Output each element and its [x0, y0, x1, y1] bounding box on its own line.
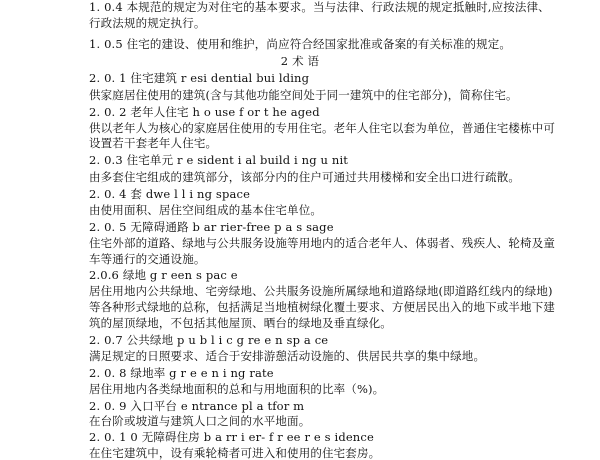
- term-heading: 2. 0. 4 套 dwe l l i ng space: [89, 187, 251, 201]
- text-line: 满足规定的日照要求、适合于安排游憩活动设施的、供居民共享的集中绿地。: [89, 349, 486, 363]
- text-line: 供以老年人为核心的家庭居住使用的专用住宅。老年人住宅以套为单位，普通住宅楼栋中可: [89, 121, 555, 135]
- term-heading: 2. 0. 8 绿地率 g r e e n i ng rate: [89, 366, 274, 380]
- text-line: 居住用地内公共绿地、宅旁绿地、公共服务设施所属绿地和道路绿地(即道路红线内的绿地): [89, 284, 553, 298]
- text-line: 由使用面积、居住空间组成的基本住宅单位。: [89, 203, 322, 217]
- text-line: 等各种形式绿地的总称，包括满足当地植树绿化覆土要求、方便居民出入的地下或半地下建: [89, 300, 555, 314]
- text-line: 居住用地内各类绿地面积的总和与用地面积的比率（%)。: [89, 382, 385, 396]
- term-heading: 2. 0. 1 住宅建筑 r esi dential bui lding: [89, 71, 310, 85]
- term-heading: 2. 0. 2 老年人住宅 h o use f or t he aged: [89, 105, 320, 119]
- text-line: 在住宅建筑中，设有乘轮椅者可进入和使用的住宅套房。: [89, 446, 381, 460]
- text-line: 设置若干套老年人住宅。: [89, 136, 218, 150]
- section-heading: 2 术 语: [280, 54, 320, 68]
- text-line: 住宅外部的道路、绿地与公共服务设施等用地内的适合老年人、体弱者、残疾人、轮椅及童: [89, 236, 555, 250]
- text-line: 由多套住宅组成的建筑部分，该部分内的住户可通过共用楼梯和安全出口进行疏散。: [89, 170, 521, 184]
- term-heading: 2. 0. 1 0 无障碍住房 b a rr i er- f r ee r e s idence: [89, 430, 374, 444]
- term-heading: 2. 0.7 公共绿地 p u b l i c g re e n sp a ce: [89, 333, 329, 347]
- text-line: 行政法规的规定执行。: [89, 16, 206, 30]
- term-heading: 2. 0. 9 入口平台 e ntrance pl a tfor m: [89, 399, 305, 413]
- term-heading: 2. 0.3 住宅单元 r e sident i al build i ng u nit: [89, 153, 349, 167]
- text-line: 在台阶或坡道与建筑人口之间的水平地面。: [89, 414, 311, 428]
- text-line: 供家庭居住使用的建筑(含与其他功能空间处于同一建筑中的住宅部分)，简称住宅。: [89, 88, 518, 102]
- text-line: 1. 0.4 本规范的规定为对住宅的基本要求。当与法律、行政法规的规定抵触时,应按法律、: [89, 0, 550, 14]
- text-line: 车等通行的交通设施。: [89, 252, 206, 266]
- term-heading: 2.0.6 绿地 g r een s pac e: [89, 268, 238, 282]
- term-heading: 2. 0. 5 无障碍通路 b ar rier-free p a s sage: [89, 220, 334, 234]
- text-line: 筑的屋顶绿地，不包括其他屋顶、晒台的绿地及垂直绿化。: [89, 316, 392, 330]
- text-line: 1. 0.5 住宅的建设、使用和维护，尚应符合经国家批准或备案的有关标准的规定。: [89, 37, 512, 51]
